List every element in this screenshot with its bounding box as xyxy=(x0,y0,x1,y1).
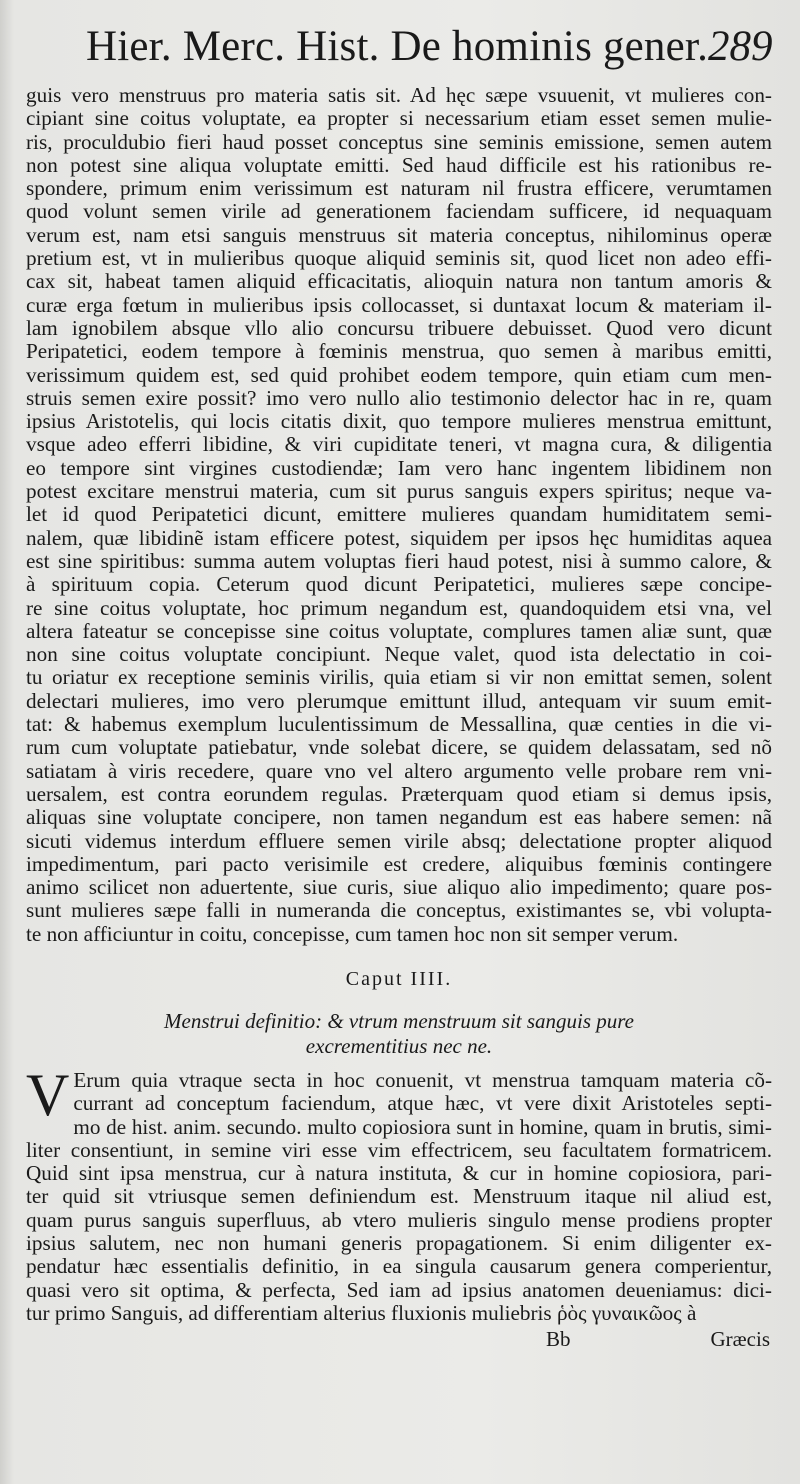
drop-cap: V xyxy=(26,1061,70,1128)
text-line: quasi vero sit optima, & perfecta, Sed iam ad ipsius anatomen deueniamus: dici- xyxy=(26,1278,772,1302)
signature-mark: Bb xyxy=(545,1327,571,1352)
text-line: let id quod Peripatetici dicunt, emittere mulieres quandam humiditatem semi- xyxy=(26,503,772,527)
text-line: cax sit, habeat tamen aliquid efficacitatis, alioquin natura non tantum amoris & xyxy=(26,270,772,294)
text-line: cipiant sine coitus voluptate, ea propter si necessarium etiam esset semen mulie- xyxy=(26,107,772,131)
text-line: verum est, nam etsi sanguis menstruus sit materia conceptus, nihilominus operæ xyxy=(26,223,772,247)
text-line: rum cum voluptate patiebatur, vnde solebat dicere, se quidem delassatam, sed nõ xyxy=(26,736,772,760)
text-line: vsque adeo efferri libidine, & viri cupiditate teneri, vt magna cura, & diligentia xyxy=(26,433,772,457)
text-line: tu oriatur ex receptione seminis virilis, quia etiam si vir non emittat semen, solent xyxy=(26,666,772,690)
text-line: pretium est, vt in mulieribus quoque aliquid seminis sit, quod licet non adeo effi- xyxy=(26,247,772,271)
page-footer xyxy=(26,1327,772,1352)
text-line: delectari mulieres, imo vero plerumque emittunt illud, antequam vir suum emit- xyxy=(26,689,772,713)
text-line: quam purus sanguis superfluus, ab vtero mulieris singulo mense prodiens propter xyxy=(26,1208,772,1232)
chapter-heading: Caput IIII. xyxy=(345,967,453,990)
text-line: eo tempore sint virgines custodiendæ; Iam vero hanc ingentem libidinem non xyxy=(26,456,772,480)
chapter-text xyxy=(26,1061,772,1325)
text-line: quod volunt semen virile ad generationem faciendam sufficere, id nequaquam xyxy=(26,200,772,224)
text-line: satiatam à viris recedere, quare vno vel altero argumento velle probare rem vni- xyxy=(26,759,772,783)
text-line: guis vero menstruus pro materia satis sit. Ad hęc sæpe vsuuenit, vt mulieres con- xyxy=(26,84,772,107)
text-line: spondere, primum enim verissimum est naturam nil frustra efficere, verumtamen xyxy=(26,177,772,201)
text-line: non potest sine aliqua voluptate emitti. Sed haud difficile est his rationibus re- xyxy=(26,153,772,177)
text-line: potest excitare menstrui materia, cum sit purus sanguis expers spiritus; neque va- xyxy=(26,480,772,504)
running-title: Hier. Merc. Hist. De hominis gener. xyxy=(86,23,709,70)
text-line: lam ignobilem absque vllo alio concursu tribuere debuisset. Quod vero dicunt xyxy=(26,316,772,340)
text-line: liter consentiunt, in semine viri esse vim effectricem, seu facultatem formatricem. xyxy=(26,1138,772,1162)
text-line: nalem, quæ libidinẽ istam efficere potest, siquidem per ipsos hęc humiditas aquea xyxy=(26,526,772,550)
text-line: animo scilicet non aduertente, siue curis, siue aliquo alio impedimento; quare pos- xyxy=(26,876,772,900)
text-line: Peripatetici, eodem tempore à fœminis menstrua, quo semen à maribus emitti, xyxy=(26,340,772,364)
page-number: 289 xyxy=(708,23,773,70)
text-line: est sine spiritibus: summa autem voluptas fieri haud potest, nisi à summo calore, & xyxy=(26,549,772,573)
text-line: ter quid sit vtriusque semen definiendum est. Menstruum itaque nil aliud est, xyxy=(26,1185,772,1209)
text-line: uersalem, est contra eorundem regulas. Præterquam quod etiam si demus ipsis, xyxy=(26,782,772,806)
catchword: Græcis xyxy=(710,1327,770,1352)
chapter-subtitle xyxy=(66,1009,732,1059)
text-line: ipsius salutem, nec non humani generis propagationem. Si enim diligenter ex- xyxy=(26,1232,772,1256)
text-line: re sine coitus voluptate, hoc primum negandum est, quandoquidem etsi vna, vel xyxy=(26,596,772,620)
text-line: Quid sint ipsa menstrua, cur à natura instituta, & cur in homine copiosiora, pari- xyxy=(26,1162,772,1186)
chapter-subtitle-line: excrementitius nec ne. xyxy=(305,1033,493,1058)
text-line: sicuti videmus interdum effluere semen virile absq; delectatione propter aliquod xyxy=(26,829,772,853)
text-line: tur primo Sanguis, ad differentiam alterius fluxionis muliebris ῥὸς γυναικῶος à xyxy=(26,1301,697,1325)
text-line: curæ erga fœtum in mulieribus ipsis collocasset, si duntaxat locum & materiam il- xyxy=(26,293,772,317)
text-line: altera fateatur se concepisse sine coitus voluptate, complures tamen aliæ sunt, quæ xyxy=(26,619,772,643)
text-line: mo de hist. anim. secundo. multo copiosiora sunt in homine, quam in brutis, simi- xyxy=(73,1115,772,1139)
text-line: à spirituum copia. Ceterum quod dicunt Peripatetici, mulieres sæpe concipe- xyxy=(26,573,772,597)
text-line: impedimentum, pari pacto verisimile est credere, aliquibus fœminis contingere xyxy=(26,852,772,876)
text-line: struis semen exire possit? imo vero nullo alio testimonio delector hac in re, quam xyxy=(26,386,772,410)
text-line: tat: & habemus exemplum luculentissimum de Messallina, quæ centies in die vi- xyxy=(26,713,772,737)
chapter-subtitle-line: Menstrui definitio: & vtrum menstruum sit sanguis pure xyxy=(164,1008,634,1033)
text-line: verissimum quidem est, sed quid prohibet eodem tempore, quin etiam cum men- xyxy=(26,363,772,387)
text-line: aliquas sine voluptate concipere, non tamen negandum est eas habere semen: nã xyxy=(26,806,772,830)
text-line: ipsius Aristotelis, qui locis citatis dixit, quo tempore mulieres menstrua emittunt, xyxy=(26,410,772,434)
text-line: Erum quia vtraque secta in hoc conuenit, vt menstrua tamquam materia cõ- xyxy=(73,1068,772,1092)
text-line: te non afficiuntur in coitu, concepisse, cum tamen hoc non sit semper verum. xyxy=(26,922,679,946)
text-line: non sine coitus voluptate concipiunt. Neque valet, quod ista delectatio in coi- xyxy=(26,643,772,667)
text-line: pendatur hæc essentialis definitio, in ea singula causarum genera comperientur, xyxy=(26,1255,772,1279)
text-line: sunt mulieres sæpe falli in numeranda die conceptus, existimantes se, vbi volupta- xyxy=(26,899,772,923)
chapter-text-lines xyxy=(26,1061,772,1325)
body-text xyxy=(26,84,772,946)
text-line: ris, proculdubio fieri haud posset conceptus sine seminis emissione, semen autem xyxy=(26,130,772,154)
text-line: currant ad conceptum faciendum, atque hæc, vt vere dixit Aristoteles septi- xyxy=(73,1092,772,1116)
page-header xyxy=(26,22,772,84)
